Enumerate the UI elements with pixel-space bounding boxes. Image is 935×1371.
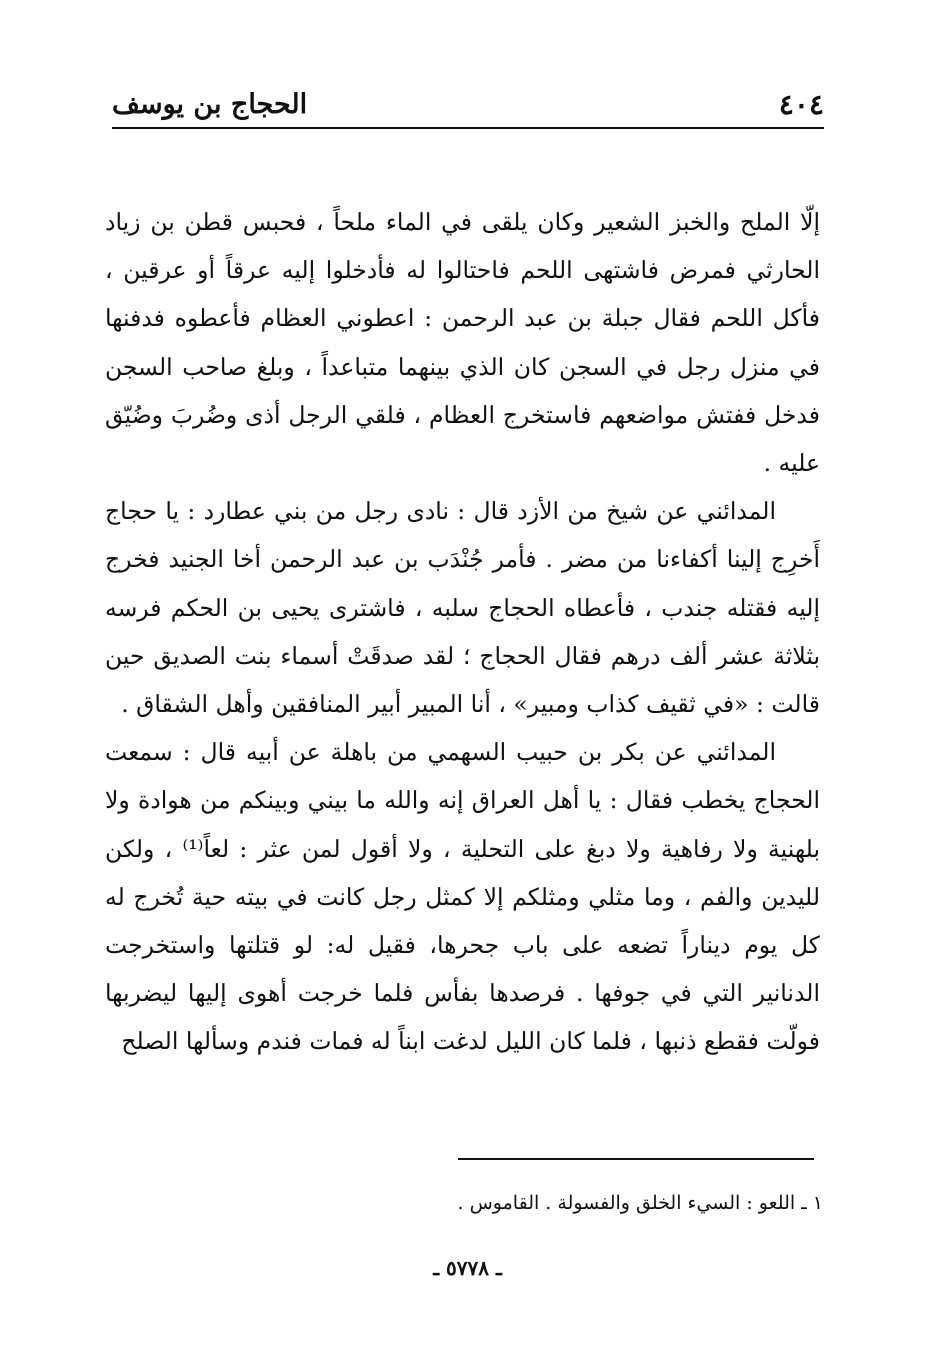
page-number-top: ٤٠٤ [778, 87, 824, 121]
page-header [112, 86, 824, 122]
main-text [105, 198, 820, 1066]
paragraph-2: المدائني عن شيخ من الأزد قال : نادى رجل من بني عطارد : يا حجاج أَخرِج إلينا أكفاءنا من مضر . فأمر جُنْدَب بن عبد الرحمن أخا الجنيد فخرج إليه فقتله جندب ، فأعطاه الحجاج سلبه ، فاشترى يحيى بن الحكم فرسه بثلاثة عشر ألف درهم فقال الحجاج ؛ لقد صدقَتْ أسماء بنت الصديق حين قالت : «في ثقيف كذاب ومبير» ، أنا المبير أبير المنافقين وأهل الشقاق . [105, 497, 820, 719]
page-number-bottom: ـ ٥٧٧٨ ـ [433, 1256, 502, 1280]
paragraph-1: إلّا الملح والخبز الشعير وكان يلقى في الماء ملحاً ، فحبس قطن بن زياد الحارثي فمرض فاشتهى اللحم فاحتالوا له فأدخلوا إليه عرقاً أو عرقين ، فأكل اللحم فقال جبلة بن عبد الرحمن : اعطوني العظام فأعطوه فدفنها في منزل رجل في السجن كان الذي بينهما متباعداً ، وبلغ صاحب السجن فدخل ففتش مواضعهم فاستخرج العظام ، فلقي الرجل أذى وضُربَ وضُيّق عليه . [105, 208, 820, 478]
header-divider [112, 127, 824, 129]
paragraph-3: المدائني عن بكر بن حبيب السهمي من باهلة عن أبيه قال : سمعت الحجاج يخطب فقال : يا أهل العراق إنه والله ما بيني وبينكم من هوادة ولا بلهنية ولا رفاهية ولا دبغ على التحلية ، ولا أقول لمن عثر : لعاً⁽¹⁾ ، ولكن لليدين والفم ، وما مثلي ومثلكم إلا كمثل رجل كانت في بيته حية تُخرج له كل يوم ديناراً تضعه على باب جحرها، فقيل له: لو قتلتها واستخرجت الدنانير التي في جوفها . فرصدها بفأس فلما خرجت أهوى إليها ليضربها فولّت فقطع ذنبها ، فلما كان الليل لدغت ابناً له فمات فندم وسألها الصلح [105, 738, 820, 1056]
footnote-divider [458, 1158, 814, 1160]
footnote: ١ ـ اللعو : السيء الخلق والفسولة . القاموس . [457, 1192, 823, 1214]
running-title: الحجاج بن يوسف [112, 88, 308, 120]
